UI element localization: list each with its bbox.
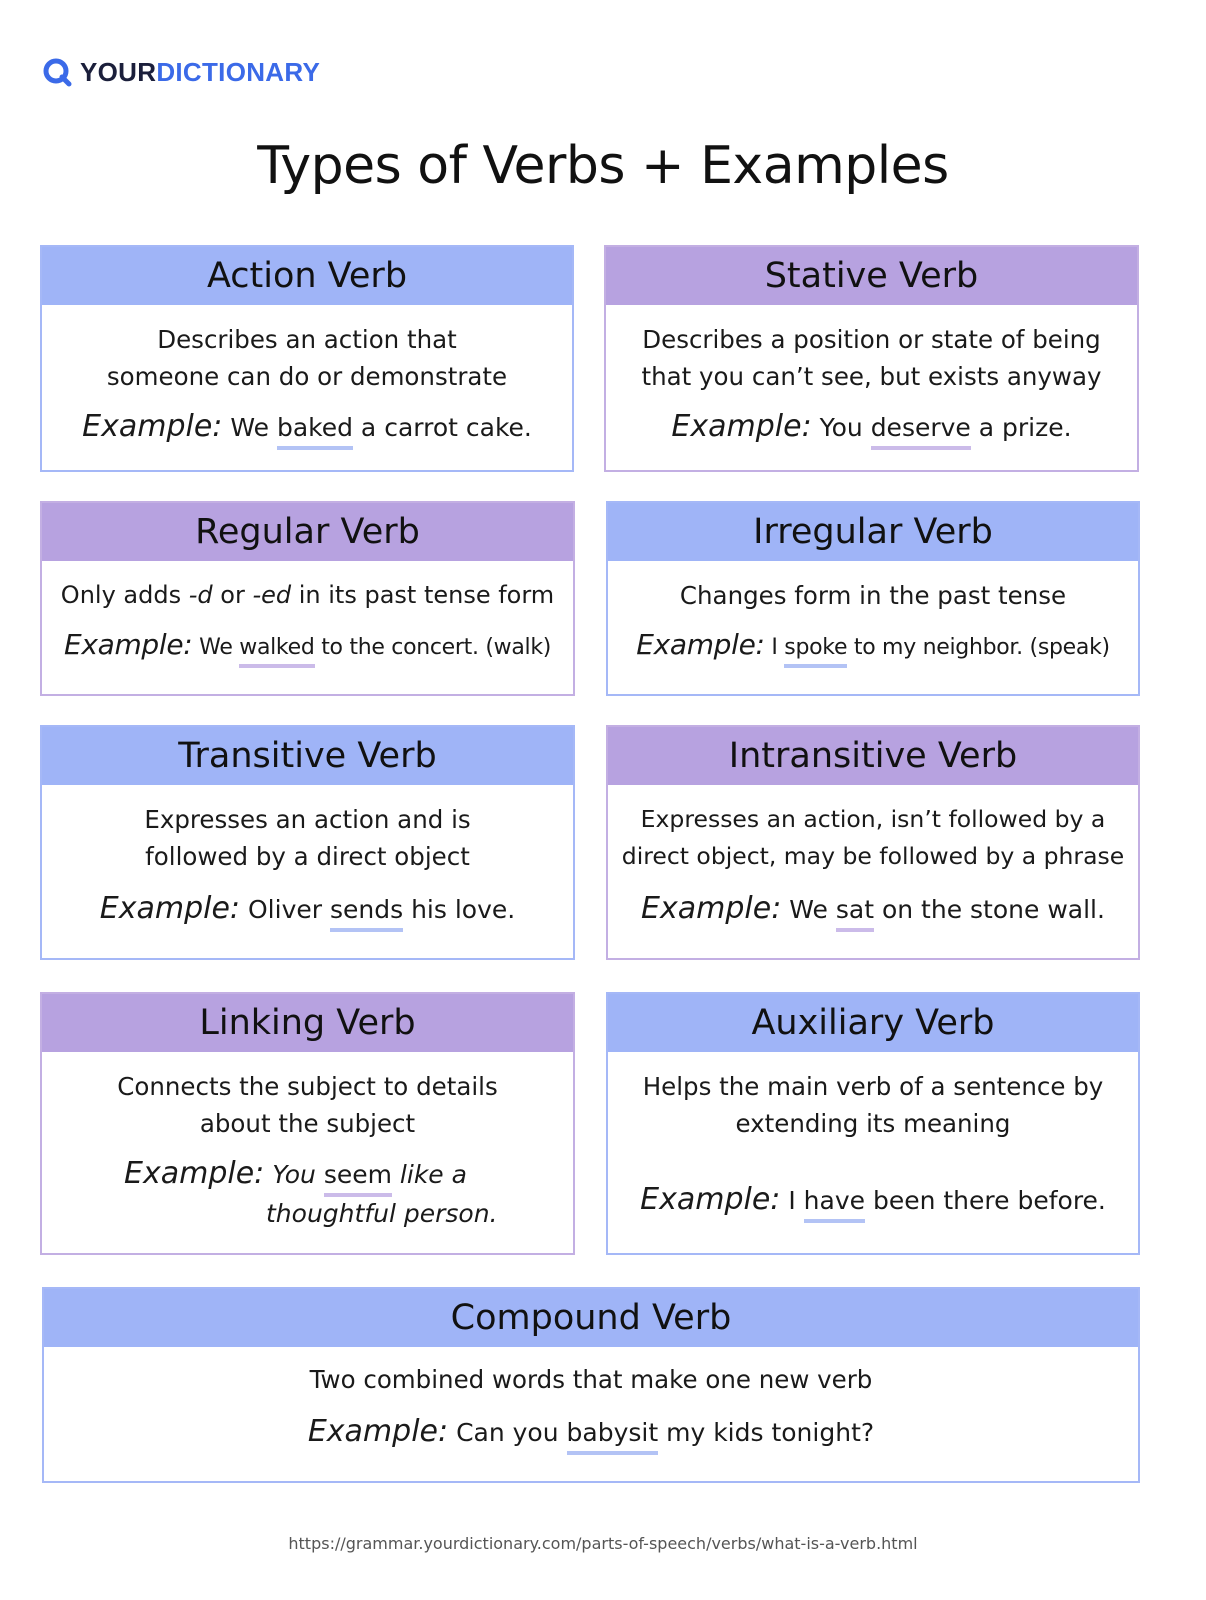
- card-example: Example: Can you babysit my kids tonight?: [44, 1414, 1138, 1455]
- card-description: Only adds -d or -ed in its past tense form: [60, 581, 555, 609]
- card-intransitive-verb: [606, 725, 1140, 960]
- card-example: Example: We walked to the concert. (walk): [42, 628, 573, 668]
- card-example: Example: We sat on the stone wall.: [608, 891, 1138, 932]
- card-title: Auxiliary Verb: [608, 994, 1138, 1052]
- card-description: Two combined words that make one new verb: [309, 1365, 873, 1394]
- card-description: Describes an action that someone can do or demonstrate: [106, 325, 508, 391]
- card-title: Stative Verb: [606, 247, 1137, 305]
- example-label: Example:: [99, 891, 241, 926]
- card-description: Describes a position or state of being that you can’t see, but exists anyway: [641, 325, 1102, 391]
- example-label: Example:: [640, 1182, 781, 1217]
- card-auxiliary-verb: [606, 992, 1140, 1255]
- card-irregular-verb: [606, 501, 1140, 696]
- card-stative-verb: [604, 245, 1139, 472]
- card-compound-verb: [42, 1287, 1140, 1483]
- highlighted-verb: deserve: [871, 413, 971, 450]
- card-description: Changes form in the past tense: [679, 581, 1067, 610]
- card-title: Transitive Verb: [42, 727, 573, 785]
- card-description: Expresses an action and is followed by a direct object: [144, 805, 471, 871]
- highlighted-verb: seem: [324, 1160, 392, 1197]
- card-title: Action Verb: [42, 247, 572, 305]
- card-title: Regular Verb: [42, 503, 573, 561]
- source-url[interactable]: https://grammar.yourdictionary.com/parts-of-speech/verbs/what-is-a-verb.html: [288, 1534, 918, 1553]
- highlighted-verb: baked: [277, 413, 353, 450]
- card-title: Intransitive Verb: [608, 727, 1138, 785]
- example-label: Example:: [636, 628, 765, 661]
- highlighted-verb: have: [804, 1186, 865, 1223]
- card-example: Example: I have been there before.: [608, 1182, 1138, 1223]
- example-label: Example:: [671, 409, 812, 444]
- card-example: Example: I spoke to my neighbor. (speak): [608, 628, 1138, 668]
- card-description: Connects the subject to details about the subject: [117, 1072, 498, 1138]
- highlighted-verb: sat: [836, 895, 874, 932]
- card-example: Example: Oliver sends his love.: [42, 891, 573, 932]
- card-example: Example: We baked a carrot cake.: [42, 409, 572, 450]
- card-action-verb: [40, 245, 574, 472]
- example-label: Example:: [124, 1156, 265, 1191]
- card-description: Helps the main verb of a sentence by extending its meaning: [642, 1072, 1104, 1138]
- card-example: Example: You seem like a thoughtful person.: [124, 1156, 498, 1228]
- card-example: Example: You deserve a prize.: [606, 409, 1137, 450]
- card-regular-verb: [40, 501, 575, 696]
- example-label: Example:: [82, 409, 223, 444]
- highlighted-verb: babysit: [567, 1418, 659, 1455]
- highlighted-verb: sends: [330, 895, 403, 932]
- brand-wordmark: YOURDICTIONARY: [80, 56, 321, 87]
- card-title: Compound Verb: [44, 1289, 1138, 1347]
- example-label: Example:: [63, 628, 193, 661]
- card-linking-verb: [40, 992, 575, 1255]
- magnifier-logo-icon: [42, 57, 72, 87]
- example-label: Example:: [307, 1414, 449, 1449]
- example-label: Example:: [641, 891, 782, 926]
- highlighted-verb: walked: [239, 635, 314, 668]
- page-title: Types of Verbs + Examples: [257, 136, 949, 196]
- card-description: Expresses an action, isn’t followed by a direct object, may be followed by a phrase: [621, 805, 1125, 870]
- brand-logo[interactable]: [42, 52, 320, 92]
- card-transitive-verb: [40, 725, 575, 960]
- highlighted-verb: spoke: [784, 635, 847, 668]
- card-title: Linking Verb: [42, 994, 573, 1052]
- card-title: Irregular Verb: [608, 503, 1138, 561]
